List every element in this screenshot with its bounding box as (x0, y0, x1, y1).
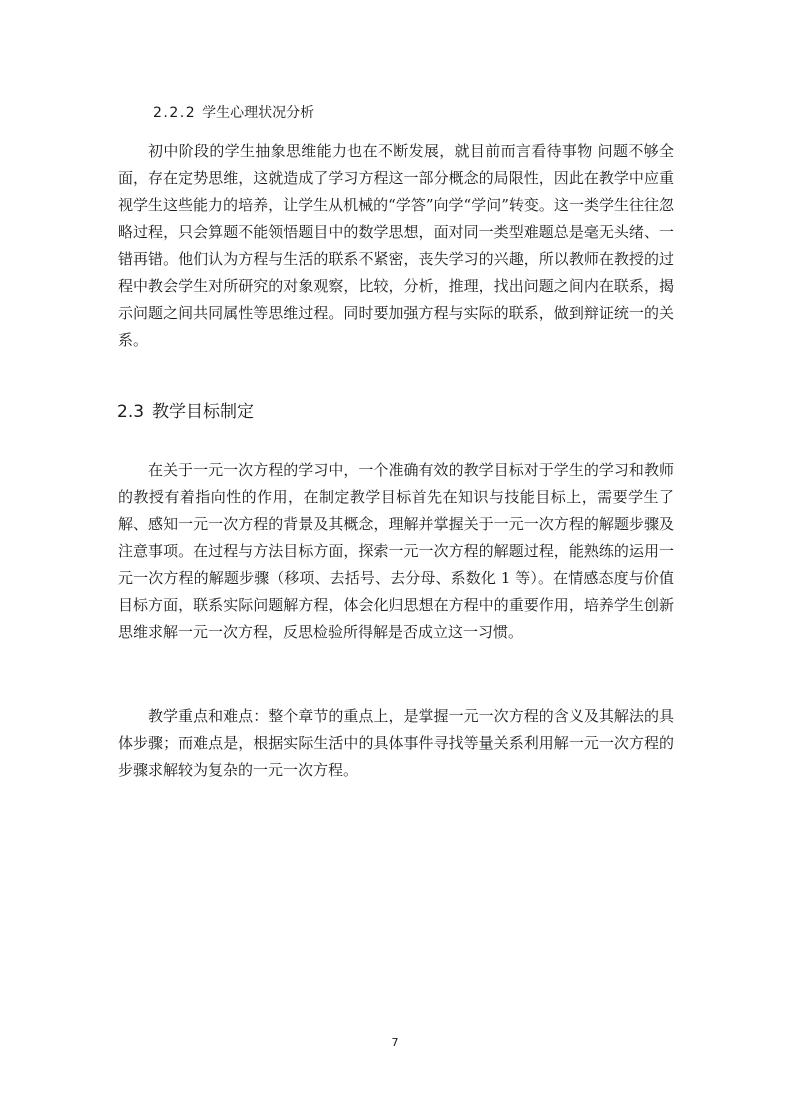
subsection-title: 学生心理状况分析 (202, 105, 315, 121)
section-heading (117, 400, 254, 424)
key-points-paragraph: 教学重点和难点：整个章节的重点上，是掌握一元一次方程的含义及其解法的具体步骤；而难点是，根据实际生活中的具体事件寻找等量关系利用解一元一次方程的步骤求解较为复杂的一元一次方程。 (118, 707, 674, 779)
subsection-heading (153, 103, 314, 123)
psychology-paragraph: 初中阶段的学生抽象思维能力也在不断发展，就目前而言看待事物 问题不够全面，存在定势思维，这就造成了学习方程这一部分概念的局限性，因此在教学中应重视学生这些能力的培养，让学生从机械的“学答”向学“学问”转变。这一类学生往往忽略过程，只会算题不能领悟题目中的数学思想，面对同一类型难题总是毫无头绪、一错再错。他们认为方程与生活的联系不紧密，丧失学习的兴趣，所以教师在教授的过程中教会学生对所研究的对象观察，比较，分析，推理，找出问题之间内在联系，揭示问题之间共同属性等思维过程。同时要加强方程与实际的联系，做到辩证统一的关系。 (118, 142, 674, 349)
page-number: 7 (391, 1036, 399, 1049)
subsection-number: 2.2.2 (153, 105, 197, 121)
teaching-goals-paragraph: 在关于一元一次方程的学习中，一个准确有效的教学目标对于学生的学习和教师的教授有着指向性的作用，在制定教学目标首先在知识与技能目标上，需要学生了解、感知一元一次方程的背景及其概念，理解并掌握关于一元一次方程的解题步骤及注意事项。在过程与方法目标方面，探索一元一次方程的解题过程，能熟练的运用一元一次方程的解题步骤（移项、去括号、去分母、系数化 1 等）。在情感态度与价值目标方面，联系实际问题解方程，体会化归思想在方程中的重要作用，培养学生创新思维求解一元一次方程，反思检验所得解是否成立这一习惯。 (118, 461, 674, 641)
section-number: 2.3 (117, 402, 145, 422)
section-title: 教学目标制定 (152, 402, 255, 422)
